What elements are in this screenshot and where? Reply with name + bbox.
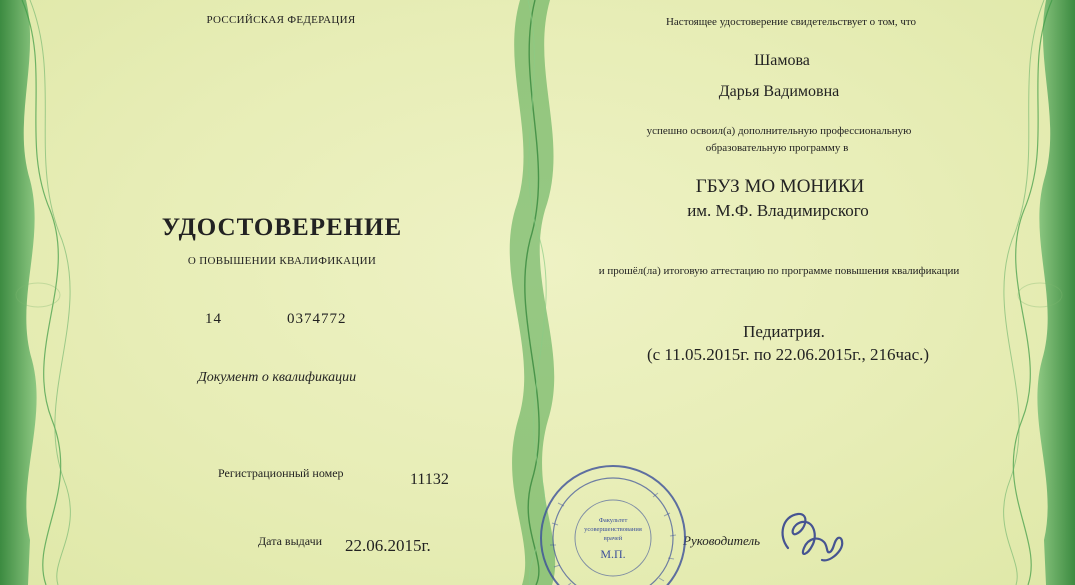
intro-text: Настоящее удостоверение свидетельствует о том, что bbox=[665, 16, 917, 28]
program-name: Педиатрия. bbox=[743, 322, 825, 341]
stamp-text-2: усовершенствования bbox=[584, 526, 642, 533]
institution-name-line1: ГБУЗ МО МОНИКИ bbox=[695, 176, 865, 197]
document-number: 0374772 bbox=[287, 311, 347, 327]
country-name: РОССИЙСКАЯ ФЕДЕРАЦИЯ bbox=[206, 14, 356, 26]
program-period: (с 11.05.2015г. по 22.06.2015г., 216час.) bbox=[646, 345, 930, 364]
issue-date-label: Дата выдачи bbox=[258, 534, 323, 548]
registration-number: 11132 bbox=[410, 471, 449, 488]
mastered-text-line1: успешно освоил(а) дополнительную профессиональную bbox=[646, 125, 912, 137]
official-stamp bbox=[538, 463, 688, 585]
registration-label: Регистрационный номер bbox=[218, 466, 344, 480]
holder-given-names: Дарья Вадимовна bbox=[718, 83, 840, 100]
document-kind: Документ о квалификации bbox=[197, 370, 357, 385]
institution-name-line2: им. М.Ф. Владимирского bbox=[687, 201, 869, 220]
stamp-text-1: Факультет bbox=[598, 517, 628, 524]
head-label: Руководитель bbox=[683, 533, 761, 548]
holder-surname: Шамова bbox=[754, 52, 810, 69]
signature-icon bbox=[770, 500, 850, 570]
stamp-text-3: врачей bbox=[603, 535, 623, 542]
document-series: 14 bbox=[205, 311, 222, 327]
attestation-text: и прошёл(ла) итоговую аттестацию по программе повышения квалификации bbox=[598, 265, 960, 277]
stamp-mp: М.П. bbox=[600, 547, 626, 561]
document-subtitle: О ПОВЫШЕНИИ КВАЛИФИКАЦИИ bbox=[187, 255, 377, 267]
document-title: УДОСТОВЕРЕНИЕ bbox=[161, 214, 403, 241]
mastered-text-line2: образовательную программу в bbox=[705, 142, 849, 154]
issue-date: 22.06.2015г. bbox=[345, 536, 431, 555]
